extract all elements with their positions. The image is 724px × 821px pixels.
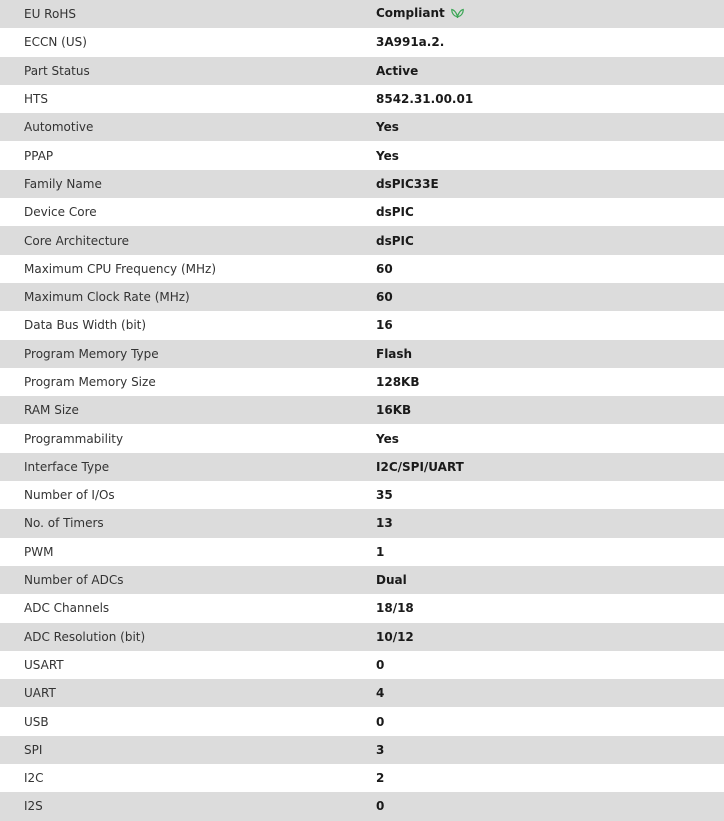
spec-row-device-core xyxy=(0,198,724,226)
spec-value: 16KB xyxy=(376,403,412,418)
spec-row-uart xyxy=(0,679,724,707)
spec-row-no-of-timers xyxy=(0,509,724,537)
spec-label: PWM xyxy=(24,544,54,559)
spec-value: Yes xyxy=(376,148,399,163)
leaf-icon xyxy=(451,8,464,22)
spec-value: 60 xyxy=(376,261,393,276)
spec-label: USART xyxy=(24,657,64,672)
spec-value: 4 xyxy=(376,686,385,701)
spec-row-interface-type xyxy=(0,453,724,481)
spec-label: Core Architecture xyxy=(24,233,130,248)
spec-row-usb xyxy=(0,707,724,735)
spec-row-pwm xyxy=(0,538,724,566)
spec-label: USB xyxy=(24,714,49,729)
spec-row-i2s xyxy=(0,792,724,820)
spec-label: HTS xyxy=(24,92,48,107)
spec-value: Compliant xyxy=(376,6,445,21)
spec-label: Maximum Clock Rate (MHz) xyxy=(24,290,190,305)
spec-row-ram-size xyxy=(0,396,724,424)
spec-label: Automotive xyxy=(24,120,94,135)
spec-label: I2C xyxy=(24,771,44,786)
spec-label: ADC Channels xyxy=(24,601,110,616)
spec-value: 3 xyxy=(376,742,385,757)
spec-label: Family Name xyxy=(24,176,102,191)
spec-label: Maximum CPU Frequency (MHz) xyxy=(24,261,216,276)
spec-label: PPAP xyxy=(24,148,54,163)
spec-label: Data Bus Width (bit) xyxy=(24,318,147,333)
spec-value: 8542.31.00.01 xyxy=(376,92,474,107)
spec-row-max-cpu-frequency xyxy=(0,255,724,283)
spec-row-program-memory-size xyxy=(0,368,724,396)
spec-row-eccn xyxy=(0,28,724,56)
spec-row-part-status xyxy=(0,57,724,85)
spec-value: 0 xyxy=(376,657,385,672)
spec-value: 16 xyxy=(376,318,393,333)
spec-label: Programmability xyxy=(24,431,124,446)
spec-value: 3A991a.2. xyxy=(376,35,445,50)
spec-row-program-memory-type xyxy=(0,340,724,368)
spec-value: 1 xyxy=(376,544,385,559)
spec-label: SPI xyxy=(24,742,43,757)
spec-value: 128KB xyxy=(376,375,420,389)
spec-label: Number of I/Os xyxy=(24,488,115,503)
spec-value: 18/18 xyxy=(376,601,414,616)
spec-row-usart xyxy=(0,651,724,679)
spec-row-automotive xyxy=(0,113,724,141)
spec-label: ECCN (US) xyxy=(24,35,87,50)
spec-row-data-bus-width xyxy=(0,311,724,339)
spec-value: 0 xyxy=(376,799,385,814)
spec-row-adc-channels xyxy=(0,594,724,622)
spec-label: Device Core xyxy=(24,205,97,220)
spec-row-i2c xyxy=(0,764,724,792)
spec-row-adc-resolution xyxy=(0,623,724,651)
spec-value: Flash xyxy=(376,346,413,361)
spec-label: No. of Timers xyxy=(24,516,104,531)
spec-value: Dual xyxy=(376,573,407,588)
spec-label: Number of ADCs xyxy=(24,573,124,588)
spec-row-core-architecture xyxy=(0,226,724,254)
spec-value: 0 xyxy=(376,714,385,729)
spec-value: 35 xyxy=(376,488,393,503)
spec-value: 2 xyxy=(376,771,385,786)
spec-value: dsPIC xyxy=(376,205,414,220)
spec-label: UART xyxy=(24,686,56,701)
spec-value: dsPIC xyxy=(376,233,414,248)
spec-row-eu-rohs xyxy=(0,0,724,28)
spec-value: Yes xyxy=(376,431,399,446)
spec-label: EU RoHS xyxy=(24,7,76,22)
spec-value: 60 xyxy=(376,290,393,305)
spec-row-number-of-adcs xyxy=(0,566,724,594)
spec-value: Yes xyxy=(376,120,399,135)
spec-row-ppap xyxy=(0,141,724,169)
spec-value-cell xyxy=(376,0,724,28)
spec-label: Program Memory Size xyxy=(24,375,156,389)
spec-label: Interface Type xyxy=(24,459,110,474)
spec-row-programmability xyxy=(0,424,724,452)
spec-row-spi xyxy=(0,736,724,764)
spec-value: 10/12 xyxy=(376,629,414,644)
spec-value: dsPIC33E xyxy=(376,176,439,191)
spec-row-hts xyxy=(0,85,724,113)
spec-row-number-of-ios xyxy=(0,481,724,509)
spec-label: I2S xyxy=(24,799,43,814)
spec-row-max-clock-rate xyxy=(0,283,724,311)
spec-label: Part Status xyxy=(24,63,90,78)
spec-label: RAM Size xyxy=(24,403,79,418)
spec-label: Program Memory Type xyxy=(24,346,159,361)
spec-value: Active xyxy=(376,63,419,78)
spec-value: 13 xyxy=(376,516,393,531)
spec-row-family-name xyxy=(0,170,724,198)
spec-value: I2C/SPI/UART xyxy=(376,459,464,474)
spec-label: ADC Resolution (bit) xyxy=(24,629,146,644)
